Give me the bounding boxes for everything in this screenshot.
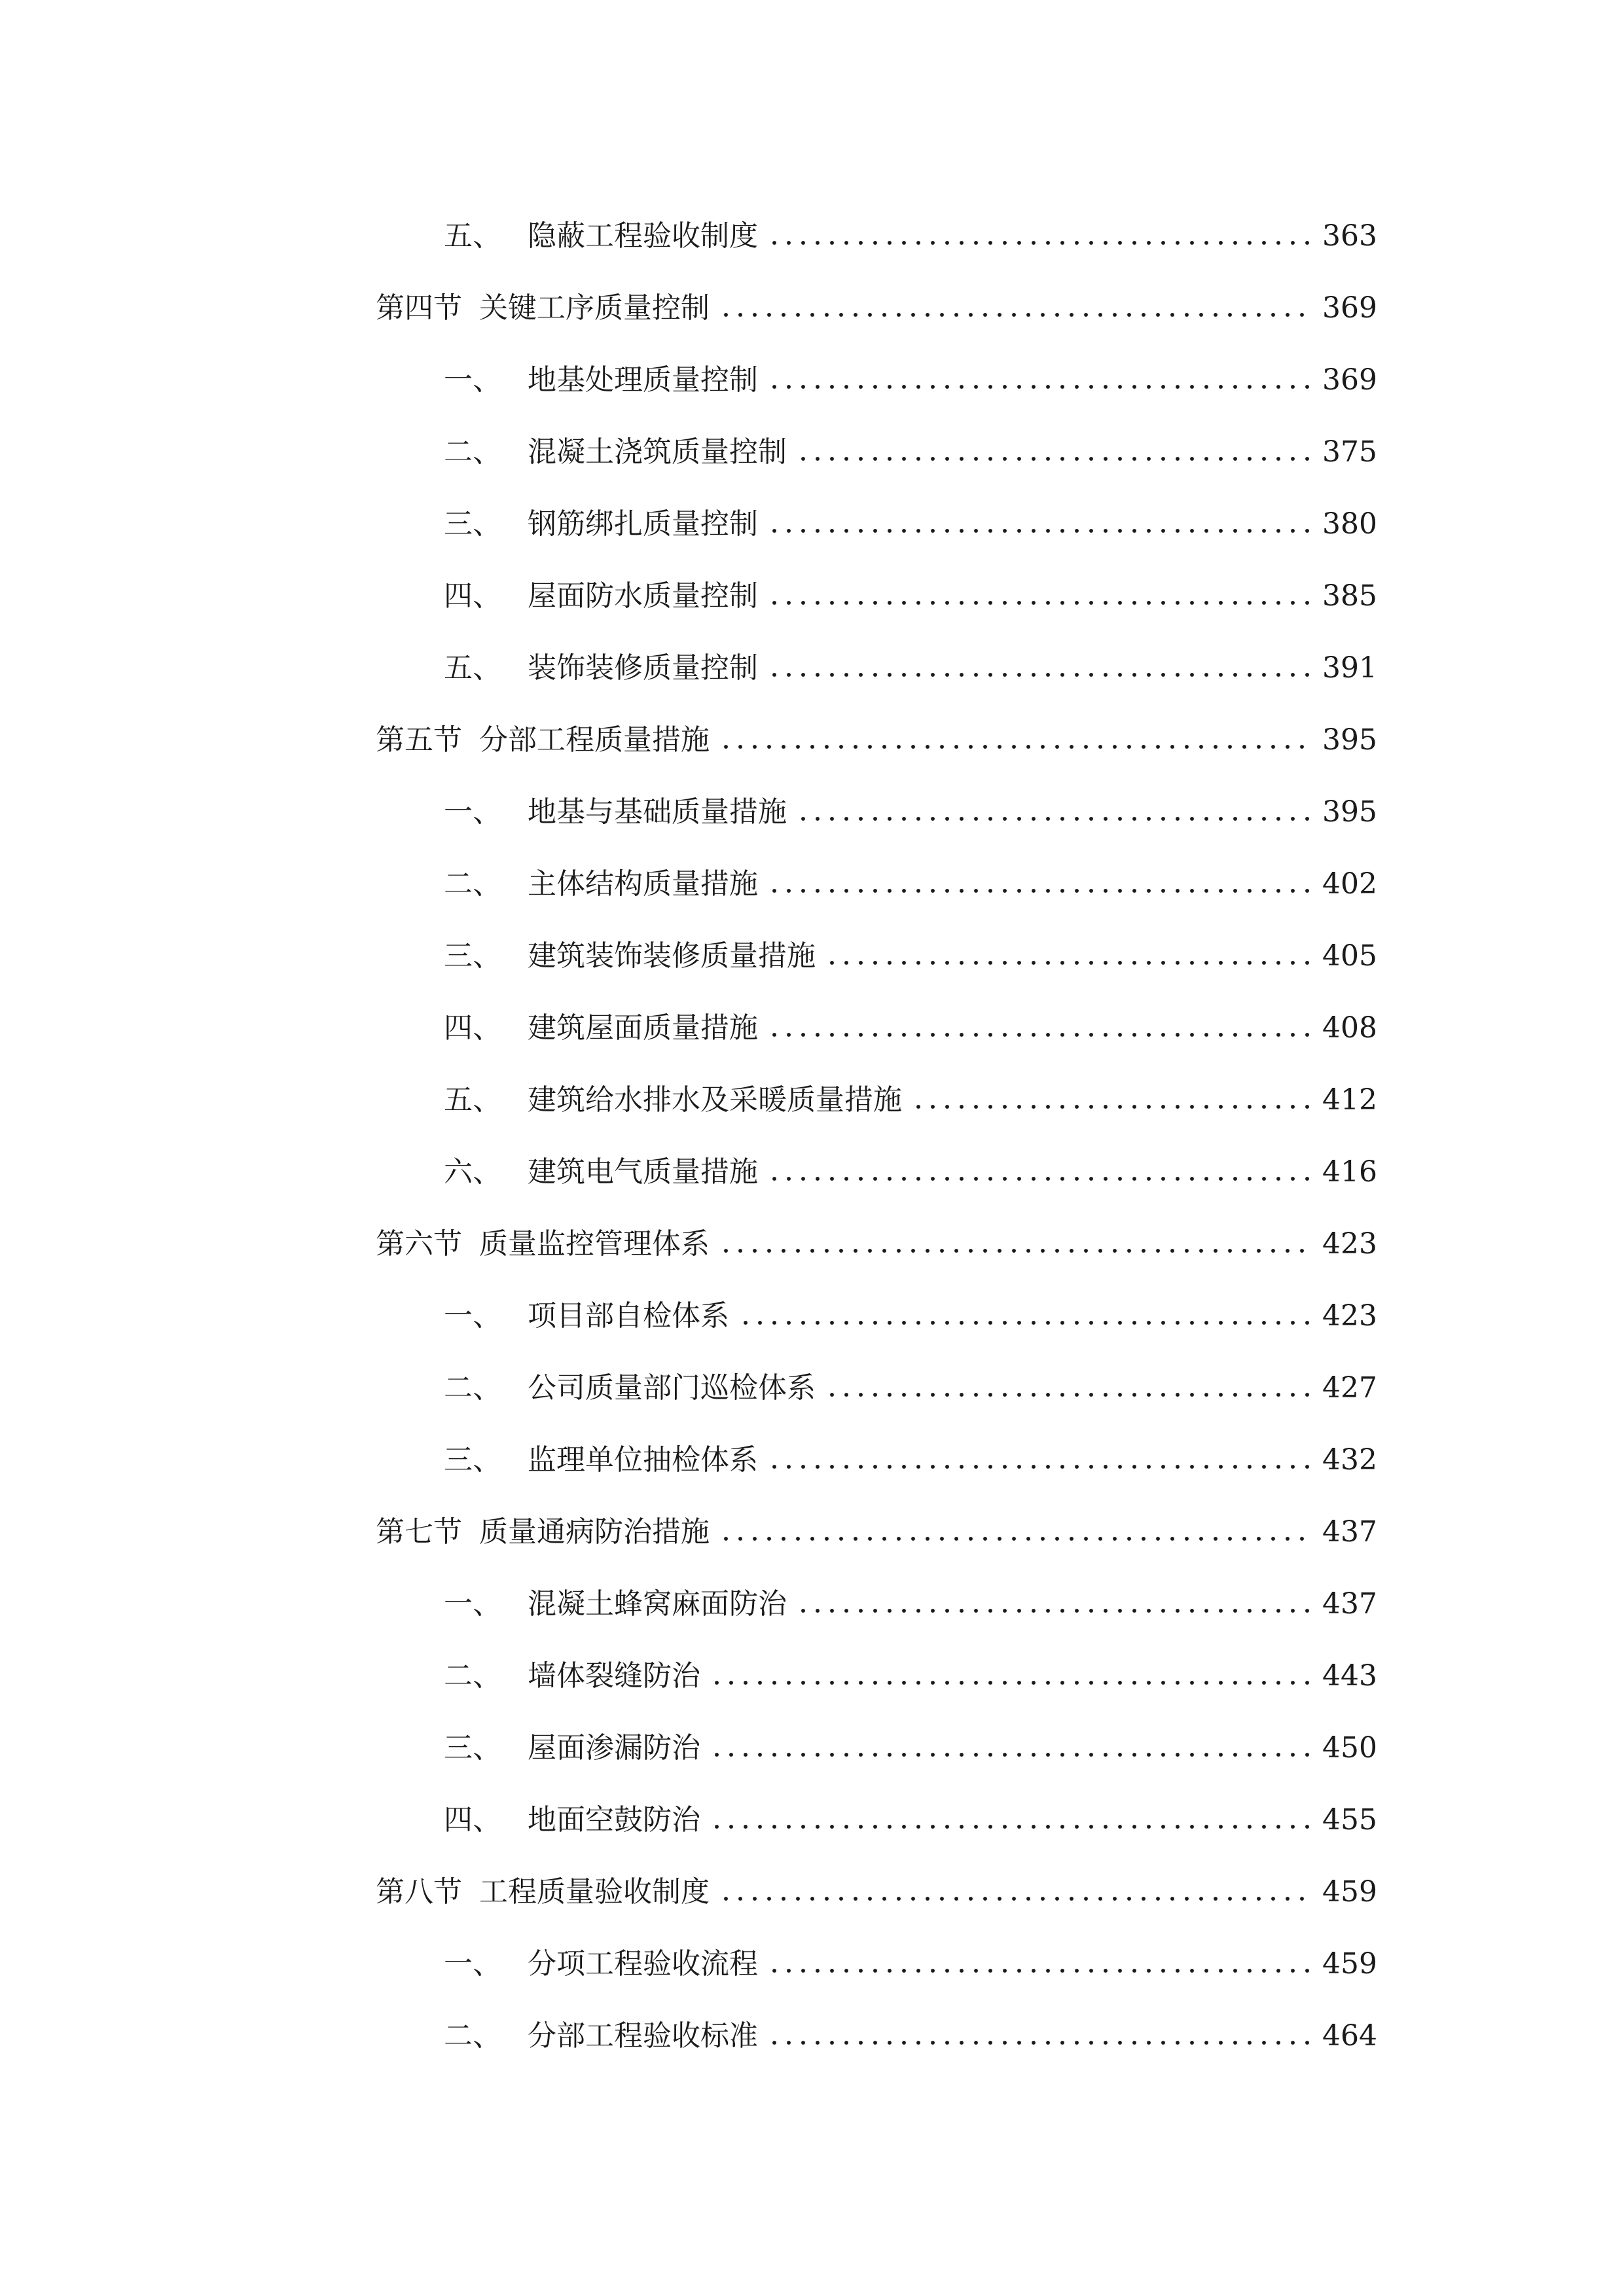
toc-entry-marker: 四、 (444, 579, 501, 613)
toc-entry-marker: 一、 (444, 1947, 501, 1981)
toc-entry-marker: 三、 (444, 1731, 501, 1765)
toc-subsection-entry[interactable] (376, 776, 1377, 848)
toc-subsection-entry[interactable] (376, 1424, 1377, 1496)
toc-subsection-entry[interactable] (376, 1136, 1377, 1208)
toc-dot-leader (767, 2022, 1310, 2051)
toc-entry-page-number: 423 (1322, 1227, 1377, 1261)
toc-entry-marker: 第五节 (376, 723, 462, 757)
toc-dot-leader (825, 942, 1310, 971)
toc-entry-marker: 四、 (444, 1803, 501, 1837)
toc-entry-page-number: 412 (1322, 1083, 1377, 1117)
toc-dot-leader (767, 870, 1310, 899)
toc-dot-leader (767, 1446, 1310, 1475)
toc-section-entry[interactable] (376, 1496, 1377, 1568)
toc-entry-marker: 六、 (444, 1155, 501, 1189)
toc-entry-marker: 二、 (444, 867, 501, 901)
toc-entry-title: 地基处理质量控制 (528, 363, 758, 397)
toc-entry-marker: 三、 (444, 939, 501, 973)
toc-entry-title: 建筑电气质量措施 (528, 1155, 758, 1189)
toc-entry-page-number: 395 (1322, 723, 1377, 757)
toc-dot-leader (719, 1230, 1310, 1259)
toc-entry-page-number: 459 (1322, 1875, 1377, 1909)
toc-dot-leader (796, 1590, 1310, 1619)
toc-entry-page-number: 395 (1322, 795, 1377, 829)
toc-dot-leader (767, 1014, 1310, 1043)
toc-entry-title: 分部工程质量措施 (479, 723, 710, 757)
toc-entry-page-number: 427 (1322, 1371, 1377, 1405)
toc-dot-leader (719, 294, 1310, 323)
toc-entry-title: 建筑屋面质量措施 (528, 1011, 758, 1045)
table-of-contents (376, 200, 1377, 2072)
toc-dot-leader (719, 726, 1310, 755)
toc-entry-page-number: 369 (1322, 291, 1377, 325)
toc-entry-marker: 五、 (444, 651, 501, 685)
toc-entry-title: 分部工程验收标准 (528, 2019, 758, 2053)
toc-subsection-entry[interactable] (376, 1928, 1377, 2000)
toc-subsection-entry[interactable] (376, 2000, 1377, 2072)
toc-subsection-entry[interactable] (376, 1280, 1377, 1352)
toc-entry-title: 质量监控管理体系 (479, 1227, 710, 1261)
toc-entry-marker: 第四节 (376, 291, 462, 325)
toc-entry-page-number: 408 (1322, 1011, 1377, 1045)
toc-entry-page-number: 402 (1322, 867, 1377, 901)
toc-entry-title: 墙体裂缝防治 (528, 1659, 700, 1693)
toc-entry-title: 工程质量验收制度 (479, 1875, 710, 1909)
toc-entry-marker: 三、 (444, 507, 501, 541)
toc-entry-page-number: 450 (1322, 1731, 1377, 1765)
toc-entry-marker: 一、 (444, 1587, 501, 1621)
toc-dot-leader (710, 1662, 1310, 1691)
toc-dot-leader (767, 366, 1310, 395)
toc-entry-page-number: 363 (1322, 219, 1377, 253)
toc-entry-title: 分项工程验收流程 (528, 1947, 758, 1981)
toc-dot-leader (767, 582, 1310, 611)
toc-entry-page-number: 405 (1322, 939, 1377, 973)
toc-dot-leader (767, 510, 1310, 539)
toc-entry-page-number: 437 (1322, 1515, 1377, 1549)
toc-entry-title: 装饰装修质量控制 (528, 651, 758, 685)
toc-entry-title: 隐蔽工程验收制度 (528, 219, 758, 253)
toc-entry-marker: 一、 (444, 795, 501, 829)
toc-entry-page-number: 455 (1322, 1803, 1377, 1837)
toc-subsection-entry[interactable] (376, 1784, 1377, 1856)
toc-entry-page-number: 369 (1322, 363, 1377, 397)
toc-section-entry[interactable] (376, 704, 1377, 776)
toc-entry-title: 建筑装饰装修质量措施 (528, 939, 816, 973)
toc-entry-title: 建筑给水排水及采暖质量措施 (528, 1083, 902, 1117)
toc-entry-page-number: 385 (1322, 579, 1377, 613)
toc-entry-marker: 五、 (444, 219, 501, 253)
toc-entry-marker: 二、 (444, 1659, 501, 1693)
toc-entry-page-number: 437 (1322, 1587, 1377, 1621)
toc-dot-leader (767, 1950, 1310, 1979)
toc-entry-page-number: 459 (1322, 1947, 1377, 1981)
toc-dot-leader (825, 1374, 1310, 1403)
toc-dot-leader (738, 1302, 1310, 1331)
toc-entry-title: 主体结构质量措施 (528, 867, 758, 901)
toc-entry-page-number: 423 (1322, 1299, 1377, 1333)
toc-entry-title: 地面空鼓防治 (528, 1803, 700, 1837)
toc-subsection-entry[interactable] (376, 1064, 1377, 1136)
toc-subsection-entry[interactable] (376, 344, 1377, 416)
toc-entry-title: 混凝土蜂窝麻面防治 (528, 1587, 787, 1621)
toc-section-entry[interactable] (376, 1856, 1377, 1928)
toc-entry-title: 监理单位抽检体系 (528, 1443, 758, 1477)
toc-entry-page-number: 464 (1322, 2019, 1377, 2053)
toc-entry-marker: 三、 (444, 1443, 501, 1477)
toc-entry-marker: 第八节 (376, 1875, 462, 1909)
toc-subsection-entry[interactable] (376, 1352, 1377, 1424)
toc-entry-title: 屋面防水质量控制 (528, 579, 758, 613)
toc-entry-page-number: 432 (1322, 1443, 1377, 1477)
toc-subsection-entry[interactable] (376, 920, 1377, 992)
toc-subsection-entry[interactable] (376, 632, 1377, 704)
toc-entry-title: 质量通病防治措施 (479, 1515, 710, 1549)
toc-entry-title: 公司质量部门巡检体系 (528, 1371, 816, 1405)
toc-dot-leader (710, 1734, 1310, 1763)
toc-entry-title: 地基与基础质量措施 (528, 795, 787, 829)
toc-subsection-entry[interactable] (376, 848, 1377, 920)
toc-entry-page-number: 416 (1322, 1155, 1377, 1189)
toc-entry-marker: 一、 (444, 363, 501, 397)
toc-subsection-entry[interactable] (376, 1640, 1377, 1712)
toc-dot-leader (767, 222, 1310, 251)
toc-entry-page-number: 380 (1322, 507, 1377, 541)
toc-entry-title: 项目部自检体系 (528, 1299, 729, 1333)
toc-entry-page-number: 391 (1322, 651, 1377, 685)
toc-entry-marker: 二、 (444, 1371, 501, 1405)
toc-entry-marker: 一、 (444, 1299, 501, 1333)
toc-subsection-entry[interactable] (376, 992, 1377, 1064)
toc-entry-marker: 二、 (444, 2019, 501, 2053)
toc-entry-marker: 二、 (444, 435, 501, 469)
toc-entry-title: 关键工序质量控制 (479, 291, 710, 325)
toc-subsection-entry[interactable] (376, 488, 1377, 560)
toc-dot-leader (911, 1086, 1310, 1115)
toc-dot-leader (767, 1158, 1310, 1187)
toc-subsection-entry[interactable] (376, 200, 1377, 272)
toc-entry-title: 钢筋绑扎质量控制 (528, 507, 758, 541)
toc-dot-leader (796, 798, 1310, 827)
toc-entry-marker: 四、 (444, 1011, 501, 1045)
toc-entry-page-number: 443 (1322, 1659, 1377, 1693)
toc-dot-leader (719, 1518, 1310, 1547)
toc-entry-marker: 五、 (444, 1083, 501, 1117)
toc-subsection-entry[interactable] (376, 416, 1377, 488)
toc-section-entry[interactable] (376, 272, 1377, 344)
toc-subsection-entry[interactable] (376, 560, 1377, 632)
toc-subsection-entry[interactable] (376, 1712, 1377, 1784)
toc-dot-leader (719, 1878, 1310, 1907)
toc-dot-leader (767, 654, 1310, 683)
toc-entry-marker: 第七节 (376, 1515, 462, 1549)
toc-section-entry[interactable] (376, 1208, 1377, 1280)
toc-dot-leader (710, 1806, 1310, 1835)
toc-dot-leader (796, 438, 1310, 467)
toc-entry-page-number: 375 (1322, 435, 1377, 469)
toc-entry-marker: 第六节 (376, 1227, 462, 1261)
toc-subsection-entry[interactable] (376, 1568, 1377, 1640)
toc-entry-title: 屋面渗漏防治 (528, 1731, 700, 1765)
toc-entry-title: 混凝土浇筑质量控制 (528, 435, 787, 469)
